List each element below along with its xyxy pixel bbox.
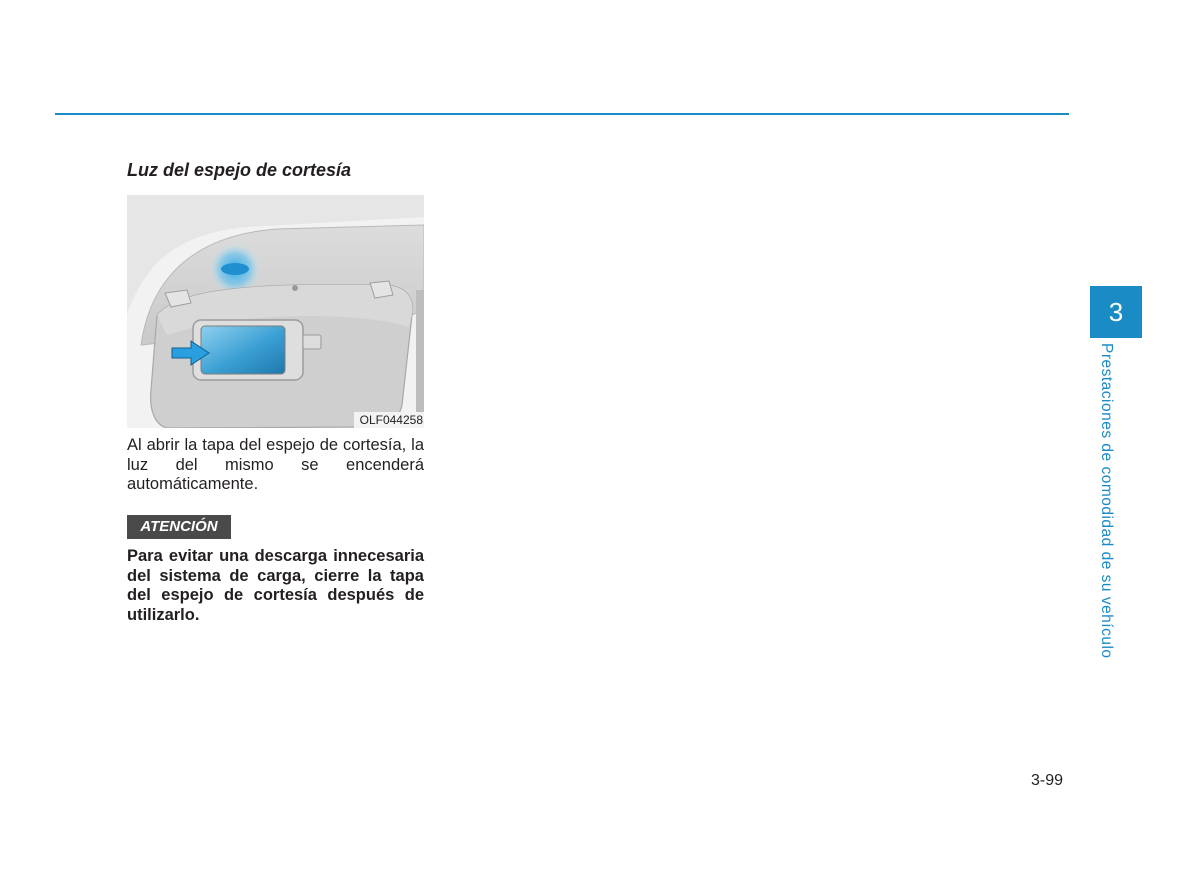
sun-visor-illustration xyxy=(127,195,424,428)
caution-paragraph: Para evitar una descarga innecesaria del sistema de carga, cierre la tapa del espejo de cortesía después de utilizarlo. xyxy=(127,547,424,624)
section-heading: Luz del espejo de cortesía xyxy=(127,160,352,180)
chapter-number-tab: 3 xyxy=(1090,286,1142,338)
body-paragraph: Al abrir la tapa del espejo de cortesía, la luz del mismo se encenderá automáticamente. xyxy=(127,436,424,493)
header-rule xyxy=(55,113,1069,115)
sun-visor-drawing xyxy=(127,195,424,428)
figure-code: OLF044258 xyxy=(354,412,424,428)
caution-badge: ATENCIÓN xyxy=(127,515,231,539)
chapter-title: Prestaciones de comodidad de su vehículo xyxy=(1098,343,1115,659)
page-number: 3-99 xyxy=(1031,772,1064,789)
